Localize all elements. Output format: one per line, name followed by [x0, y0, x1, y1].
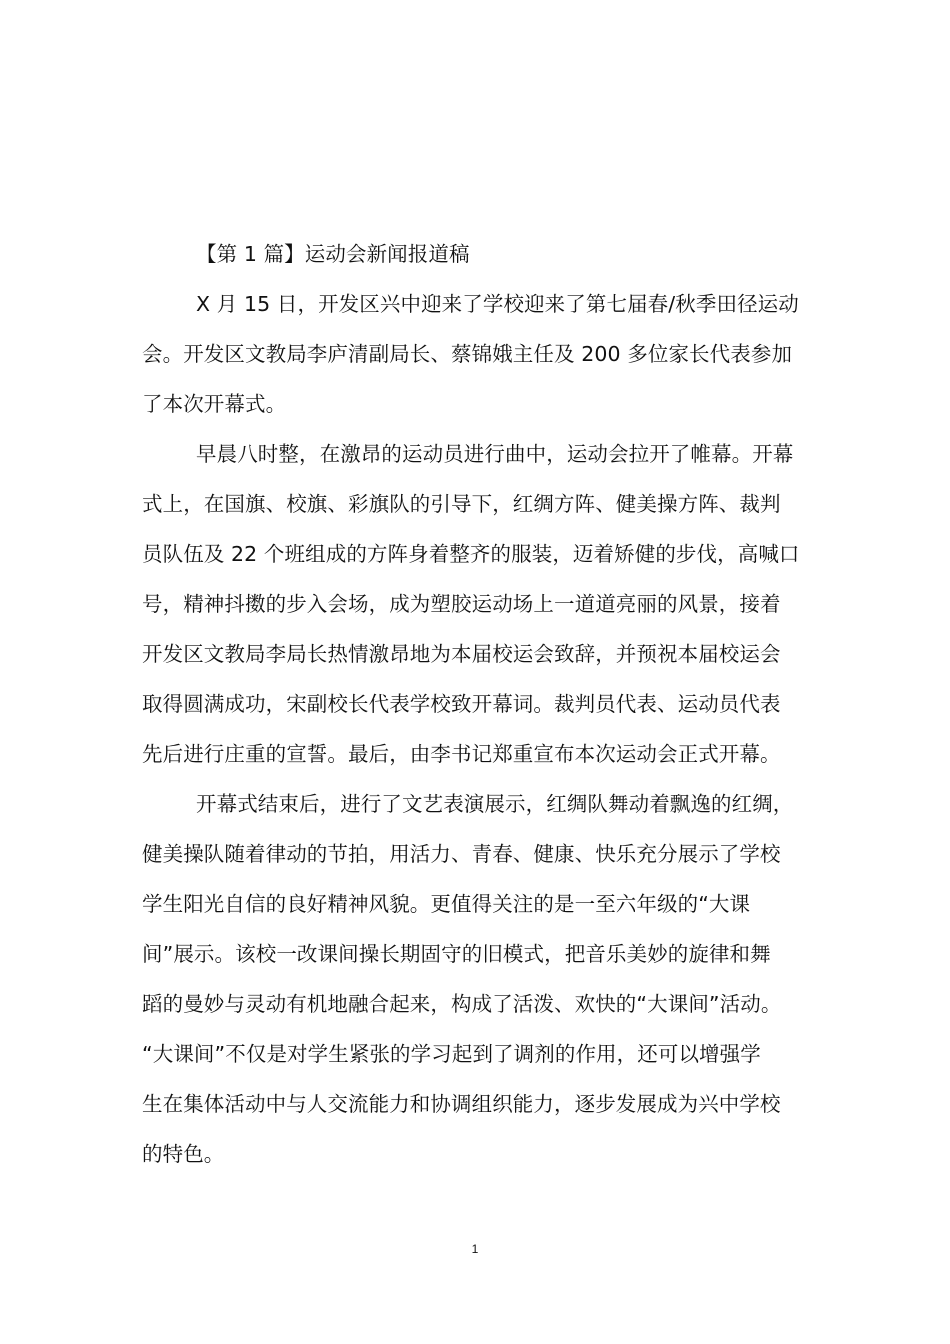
document-heading: 【第 1 篇】运动会新闻报道稿 [196, 242, 470, 266]
paragraph-line: “大课间”不仅是对学生紧张的学习起到了调剂的作用，还可以增强学 [142, 1042, 761, 1066]
paragraph-line: 学生阳光自信的良好精神风貌。更值得关注的是一至六年级的“大课 [142, 892, 751, 916]
paragraph-line: 了本次开幕式。 [142, 392, 287, 416]
paragraph-line: 员队伍及 22 个班组成的方阵身着整齐的服装，迈着矫健的步伐，高喊口 [142, 542, 800, 566]
paragraph-line: 开幕式结束后，进行了文艺表演展示，红绸队舞动着飘逸的红绸， [196, 792, 794, 816]
paragraph-line: 早晨八时整，在激昂的运动员进行曲中，运动会拉开了帷幕。开幕 [196, 442, 794, 466]
page-number: 1 [471, 1242, 479, 1256]
paragraph-line: 健美操队随着律动的节拍，用活力、青春、健康、快乐充分展示了学校 [142, 842, 781, 866]
paragraph-line: 间”展示。该校一改课间操长期固守的旧模式，把音乐美妙的旋律和舞 [142, 942, 771, 966]
paragraph-line: 取得圆满成功，宋副校长代表学校致开幕词。裁判员代表、运动员代表 [142, 692, 781, 716]
paragraph-line: 的特色。 [142, 1142, 225, 1166]
paragraph-line: 式上，在国旗、校旗、彩旗队的引导下，红绸方阵、健美操方阵、裁判 [142, 492, 781, 516]
paragraph-line: 开发区文教局李局长热情激昂地为本届校运会致辞，并预祝本届校运会 [142, 642, 781, 666]
paragraph-line: X 月 15 日，开发区兴中迎来了学校迎来了第七届春/秋季田径运动 [196, 292, 799, 316]
paragraph-line: 会。开发区文教局李庐清副局长、蔡锦娥主任及 200 多位家长代表参加 [142, 342, 793, 366]
paragraph-line: 蹈的曼妙与灵动有机地融合起来，构成了活泼、欢快的“大课间”活动。 [142, 992, 782, 1016]
paragraph-line: 号，精神抖擞的步入会场，成为塑胶运动场上一道道亮丽的风景，接着 [142, 592, 781, 616]
paragraph-line: 生在集体活动中与人交流能力和协调组织能力，逐步发展成为兴中学校 [142, 1092, 781, 1116]
paragraph-line: 先后进行庄重的宣誓。最后，由李书记郑重宣布本次运动会正式开幕。 [142, 742, 781, 766]
